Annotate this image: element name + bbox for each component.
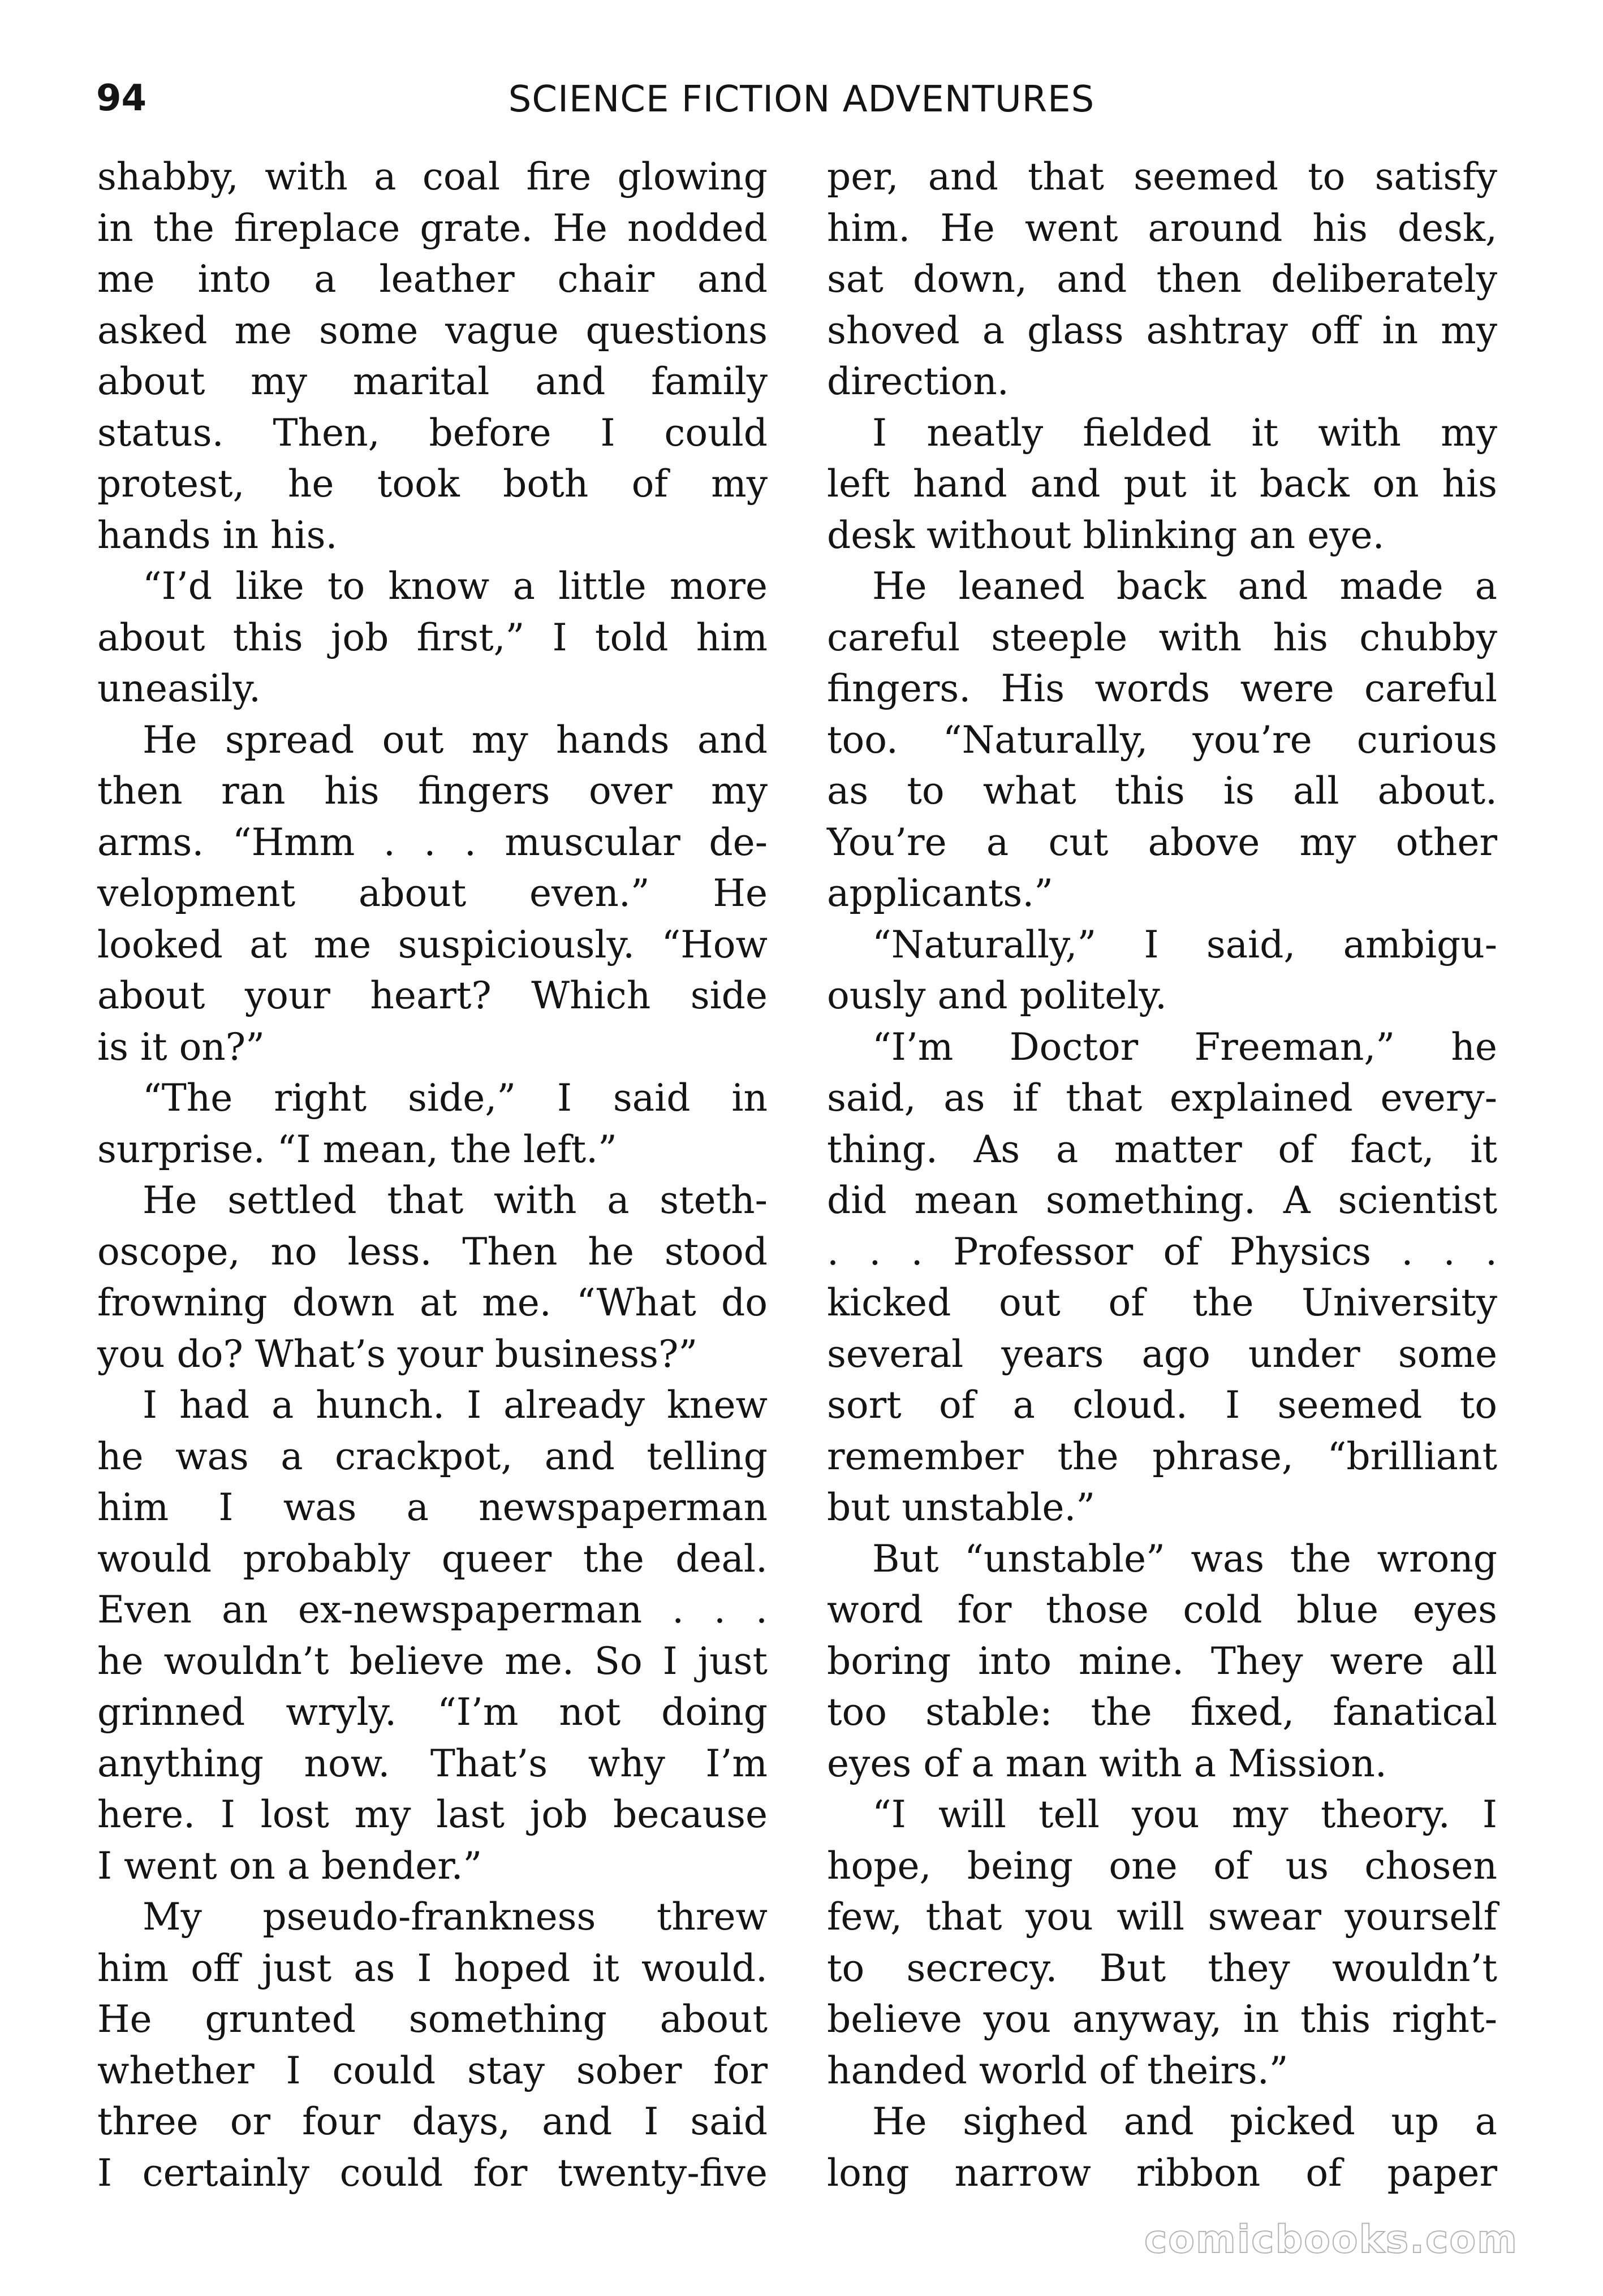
text-line: “I’d like to know a little more — [143, 564, 768, 608]
text-line: uneasily. — [97, 667, 261, 710]
text-line: He sighed and picked up a — [872, 2100, 1497, 2143]
text-line: would probably queer the deal. — [97, 1537, 768, 1581]
text-line: too. “Naturally, you’re curious — [827, 718, 1497, 762]
text-line: fingers. His words were careful — [827, 667, 1497, 710]
text-line: in the fireplace grate. He nodded — [97, 206, 768, 250]
text-column-left — [97, 152, 768, 2199]
text-line: hands in his. — [97, 513, 338, 557]
text-line: Even an ex-newspaperman . . . — [97, 1588, 768, 1632]
text-line: is it on?” — [97, 1025, 265, 1069]
text-line: He settled that with a steth- — [143, 1179, 768, 1222]
page-number: 94 — [96, 77, 147, 119]
text-line: he was a crackpot, and telling — [97, 1434, 768, 1478]
text-line: thing. As a matter of fact, it — [827, 1127, 1497, 1171]
text-line: . . . Professor of Physics . . . — [827, 1229, 1497, 1274]
text-line: My pseudo-frankness threw — [143, 1895, 768, 1939]
text-line: as to what this is all about. — [827, 769, 1497, 813]
text-line: direction. — [827, 360, 1009, 403]
text-line: handed world of theirs.” — [827, 2048, 1289, 2092]
text-line: eyes of a man with a Mission. — [827, 1741, 1387, 1785]
text-line: shoved a glass ashtray off in my — [827, 308, 1497, 352]
text-line: You’re a cut above my other — [827, 820, 1497, 864]
text-line: remember the phrase, “brilliant — [827, 1434, 1497, 1478]
text-line: asked me some vague questions — [97, 308, 768, 352]
text-line: applicants.” — [827, 871, 1053, 915]
text-line: him off just as I hoped it would. — [97, 1946, 768, 1990]
text-line: He spread out my hands and — [143, 718, 768, 762]
text-line: per, and that seemed to satisfy — [827, 155, 1497, 198]
text-line: I had a hunch. I already knew — [143, 1383, 768, 1427]
text-line: about your heart? Which side — [97, 974, 768, 1017]
text-line: him. He went around his desk, — [827, 206, 1497, 250]
text-line: shabby, with a coal fire glowing — [97, 155, 768, 198]
text-line: arms. “Hmm . . . muscular de- — [97, 820, 768, 864]
text-line: left hand and put it back on his — [827, 462, 1497, 506]
text-line: careful steeple with his chubby — [827, 615, 1497, 659]
text-line: to secrecy. But they wouldn’t — [827, 1946, 1497, 1990]
text-line: did mean something. A scientist — [827, 1179, 1497, 1222]
text-line: whether I could stay sober for — [97, 2048, 768, 2092]
text-line: about my marital and family — [97, 360, 768, 403]
text-line: protest, he took both of my — [97, 462, 768, 506]
text-line: three or four days, and I said — [97, 2100, 768, 2143]
text-line: frowning down at me. “What do — [97, 1281, 768, 1324]
text-line: believe you anyway, in this right- — [827, 1997, 1497, 2041]
running-head: SCIENCE FICTION ADVENTURES — [508, 79, 1095, 120]
text-line: he wouldn’t believe me. So I just — [97, 1639, 768, 1683]
text-line: “The right side,” I said in — [143, 1076, 768, 1120]
text-line: sort of a cloud. I seemed to — [827, 1383, 1497, 1427]
text-line: I certainly could for twenty-five — [97, 2151, 768, 2195]
text-line: hope, being one of us chosen — [827, 1844, 1497, 1888]
text-line: velopment about even.” He — [97, 871, 768, 915]
text-line: word for those cold blue eyes — [827, 1588, 1497, 1632]
text-line: long narrow ribbon of paper — [827, 2151, 1497, 2195]
text-line: oscope, no less. Then he stood — [97, 1229, 768, 1274]
text-line: status. Then, before I could — [97, 411, 768, 455]
text-line: “I’m Doctor Freeman,” he — [872, 1025, 1497, 1069]
text-line: But “unstable” was the wrong — [872, 1537, 1497, 1581]
text-line: He leaned back and made a — [872, 564, 1497, 608]
text-line: grinned wryly. “I’m not doing — [97, 1690, 768, 1734]
text-line: sat down, and then deliberately — [827, 257, 1497, 301]
watermark: comicbooks.com — [1144, 2217, 1518, 2262]
text-line: few, that you will swear yourself — [827, 1895, 1497, 1939]
text-line: ously and politely. — [827, 974, 1167, 1017]
text-line: looked at me suspiciously. “How — [97, 922, 768, 966]
text-line: anything now. That’s why I’m — [97, 1741, 768, 1785]
text-line: him I was a newspaperman — [97, 1486, 768, 1529]
text-line: kicked out of the University — [827, 1281, 1497, 1324]
text-line: I went on a bender.” — [97, 1844, 482, 1888]
text-line: here. I lost my last job because — [97, 1793, 768, 1836]
text-line: “Naturally,” I said, ambigu- — [872, 922, 1497, 966]
text-line: “I will tell you my theory. I — [872, 1793, 1497, 1836]
text-line: I neatly fielded it with my — [872, 411, 1497, 455]
text-line: said, as if that explained every- — [827, 1076, 1497, 1120]
text-line: several years ago under some — [827, 1332, 1497, 1376]
text-line: He grunted something about — [97, 1997, 768, 2041]
text-line: you do? What’s your business?” — [97, 1332, 698, 1376]
text-line: surprise. “I mean, the left.” — [97, 1127, 617, 1171]
text-line: then ran his fingers over my — [97, 769, 768, 813]
text-line: me into a leather chair and — [97, 257, 768, 301]
text-line: boring into mine. They were all — [827, 1639, 1497, 1683]
text-line: but unstable.” — [827, 1486, 1096, 1529]
text-line: about this job first,” I told him — [97, 615, 768, 659]
text-column-right — [827, 152, 1497, 2199]
text-line: too stable: the fixed, fanatical — [827, 1690, 1497, 1734]
text-line: desk without blinking an eye. — [827, 513, 1385, 557]
